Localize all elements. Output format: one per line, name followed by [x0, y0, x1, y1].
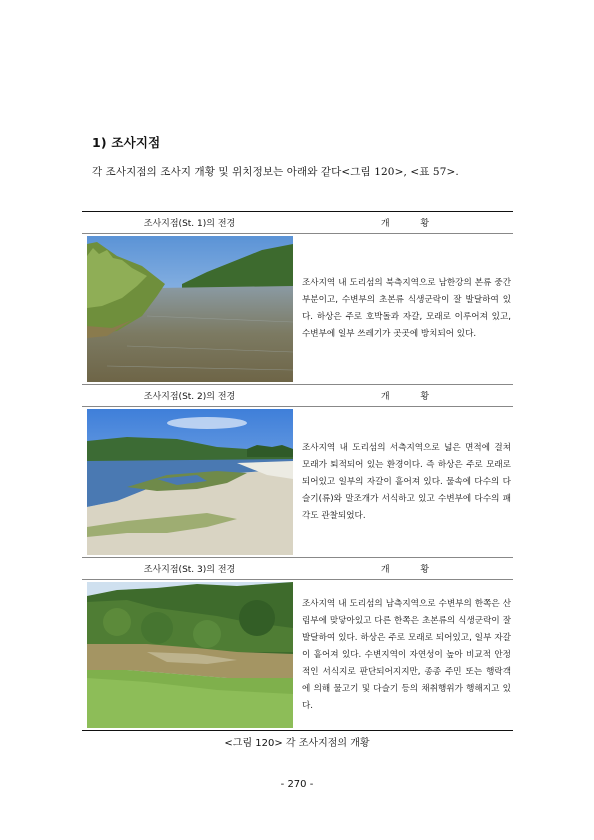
table-row	[82, 407, 513, 558]
table-header-row	[82, 558, 513, 580]
table-row	[82, 234, 513, 385]
section-heading: 1) 조사지점	[92, 135, 161, 150]
site-3-photo	[87, 582, 293, 728]
figure-caption: <그림 120> 각 조사지점의 개황	[224, 738, 370, 749]
overview-column-header: 개 황	[380, 565, 444, 575]
table-row	[82, 580, 513, 730]
photo-column-header: 조사지점(St. 1)의 전경	[143, 219, 236, 229]
table-header-row	[82, 385, 513, 407]
site-1-description: 조사지역 내 도리섬의 북측지역으로 남한강의 본류 중간부분이고, 수변부의 초본류 식생군락이 잘 발달하여 있다. 하상은 주로 호박돌과 자갈, 모래로 이루어져 있고, 수변부에 일부 쓰레기가 곳곳에 방치되어 있다.	[302, 278, 511, 339]
photo-column-header: 조사지점(St. 2)의 전경	[143, 392, 236, 402]
page-number: - 270 -	[280, 779, 314, 790]
site-1-photo	[87, 236, 293, 382]
overview-column-header: 개 황	[380, 392, 444, 402]
survey-site-table	[82, 211, 513, 731]
site-2-description: 조사지역 내 도리섬의 서측지역으로 넓은 면적에 걸쳐 모래가 퇴적되어 있는 환경이다. 즉 하상은 주로 모래로 되어있고 일부의 자갈이 흩어져 있다. 물속에 다수의 다슬기(류)와 말조개가 서식하고 있고 수변부에 다수의 패각도 관찰되었다.	[302, 442, 511, 521]
table-header-row	[82, 212, 513, 234]
photo-column-header: 조사지점(St. 3)의 전경	[143, 565, 236, 575]
site-3-description: 조사지역 내 도리섬의 남측지역으로 수변부의 한쪽은 산림부에 맞닿아있고 다른 한쪽은 초본류의 식생군락이 잘 발달하여 있다. 하상은 주로 모래로 되어있고, 일부 자갈이 흩어져 있다. 수변지역이 자연성이 높아 비교적 안정적인 서식지로 판단되어지지만, 종종 주민 또는 행락객에 의해 물고기 및 다슬기 등의 채취행위가 행해지고 있다.	[302, 598, 511, 711]
intro-paragraph: 각 조사지점의 조사지 개황 및 위치정보는 아래와 같다<그림 120>, <표 57>.	[92, 166, 459, 178]
site-2-photo	[87, 409, 293, 555]
overview-column-header: 개 황	[380, 219, 444, 229]
